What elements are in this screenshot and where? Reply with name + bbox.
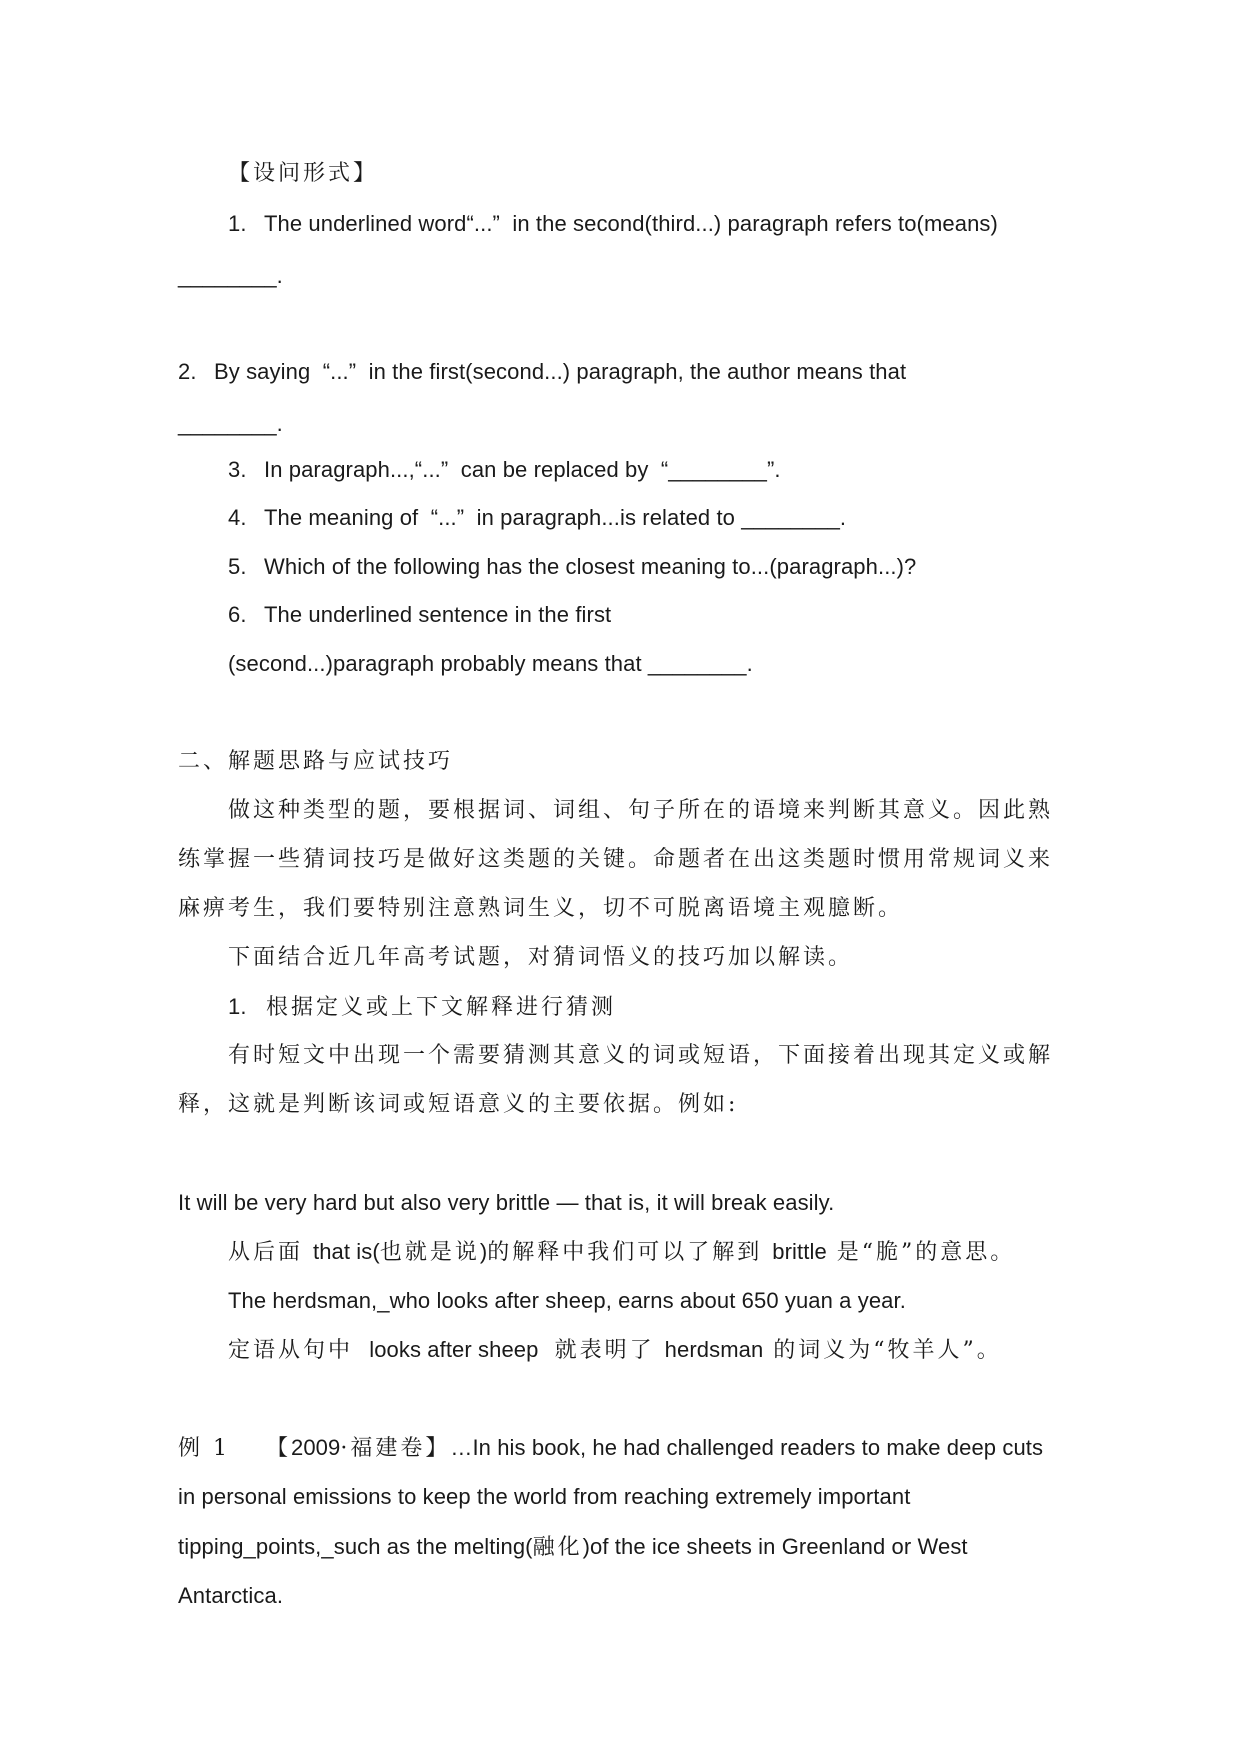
- text-span: 融化: [532, 1535, 583, 1560]
- item-text: 根据定义或上下文解释进行猜测: [266, 995, 617, 1020]
- item-number: 1.: [228, 211, 247, 236]
- text-span: herdsman: [664, 1337, 764, 1362]
- example-1-line-1: [178, 1434, 1043, 1463]
- paragraph-overview: 下面结合近几年高考试题，对猜词悟义的技巧加以解读。: [228, 945, 854, 970]
- text-span: )of the ice sheets in Greenland or West: [582, 1534, 968, 1559]
- text-span: 的词义为“牧羊人”。: [763, 1338, 1002, 1363]
- section-heading-approach: 二、解题思路与应试技巧: [178, 749, 454, 774]
- question-item-2-blank: ________.: [178, 411, 283, 436]
- source-year: 2009: [291, 1435, 341, 1460]
- question-item-2: [178, 358, 906, 386]
- item-text: Which of the following has the closest meaning to...(paragraph...)?: [264, 554, 917, 579]
- text-span: 就表明了: [544, 1338, 665, 1363]
- explanation-herdsman: [228, 1336, 1002, 1365]
- source-tag: ·福建卷】: [340, 1436, 451, 1461]
- paragraph-definition-line-1: 有时短文中出现一个需要猜测其意义的词或短语，下面接着出现其定义或解: [228, 1043, 1054, 1068]
- example-sentence-brittle: It will be very hard but also very brittle — that is, it will break easily.: [178, 1190, 835, 1215]
- item-number: 4.: [228, 505, 247, 530]
- text-span: 是“脆”的意思。: [826, 1240, 1016, 1265]
- item-number: 2.: [178, 359, 197, 384]
- tip-item-1: [228, 993, 616, 1022]
- text-span: that is(: [313, 1239, 380, 1264]
- text-span: brittle: [772, 1239, 827, 1264]
- example-sentence-herdsman: The herdsman,_who looks after sheep, earns about 650 yuan a year.: [228, 1288, 906, 1313]
- text-span: ): [479, 1239, 488, 1264]
- item-number: 3.: [228, 457, 247, 482]
- question-item-6: [228, 601, 611, 629]
- text-span: looks after sheep: [363, 1337, 545, 1362]
- explanation-brittle: [228, 1238, 1015, 1267]
- item-text: The underlined word“...” in the second(third...) paragraph refers to(means): [264, 211, 998, 236]
- text-span: 也就是说: [379, 1240, 480, 1265]
- example-label: 例 1: [178, 1436, 230, 1461]
- item-text: The meaning of “...” in paragraph...is related to ________.: [264, 505, 847, 530]
- item-number: 5.: [228, 554, 247, 579]
- text-span: 定语从句中: [228, 1338, 363, 1363]
- question-item-4: [228, 504, 846, 532]
- item-number: 1.: [228, 994, 247, 1019]
- item-text: By saying “...” in the first(second...) paragraph, the author means that: [214, 359, 907, 384]
- item-number: 6.: [228, 602, 247, 627]
- text-span: …In his book, he had challenged readers to make deep cuts: [450, 1435, 1044, 1460]
- text-span: 从后面: [228, 1240, 313, 1265]
- paragraph-definition-line-2: 释，这就是判断该词或短语意义的主要依据。例如:: [178, 1092, 739, 1117]
- text-span: 的解释中我们可以了解到: [487, 1240, 773, 1265]
- question-item-6-continued: (second...)paragraph probably means that ________.: [228, 651, 753, 676]
- question-item-3: [228, 456, 781, 484]
- question-item-1-blank: ________.: [178, 263, 283, 288]
- paragraph-intro-line-3: 麻痹考生，我们要特别注意熟词生义，切不可脱离语境主观臆断。: [178, 896, 904, 921]
- paragraph-intro-line-1: 做这种类型的题，要根据词、词组、句子所在的语境来判断其意义。因此熟: [228, 798, 1054, 823]
- item-text: In paragraph...,“...” can be replaced by “________”.: [264, 457, 781, 482]
- section-heading-question-forms: 【设问形式】: [228, 161, 379, 186]
- text-span: tipping_points,_such as the melting(: [178, 1534, 533, 1559]
- question-item-1: [228, 210, 998, 238]
- source-tag: 【: [266, 1436, 292, 1461]
- question-item-5: [228, 553, 916, 581]
- paragraph-intro-line-2: 练掌握一些猜词技巧是做好这类题的关键。命题者在出这类题时惯用常规词义来: [178, 847, 1054, 872]
- example-1-line-3: [178, 1533, 968, 1562]
- item-text: The underlined sentence in the first: [264, 602, 612, 627]
- example-1-line-2: in personal emissions to keep the world from reaching extremely important: [178, 1484, 911, 1509]
- example-1-line-4: Antarctica.: [178, 1583, 284, 1608]
